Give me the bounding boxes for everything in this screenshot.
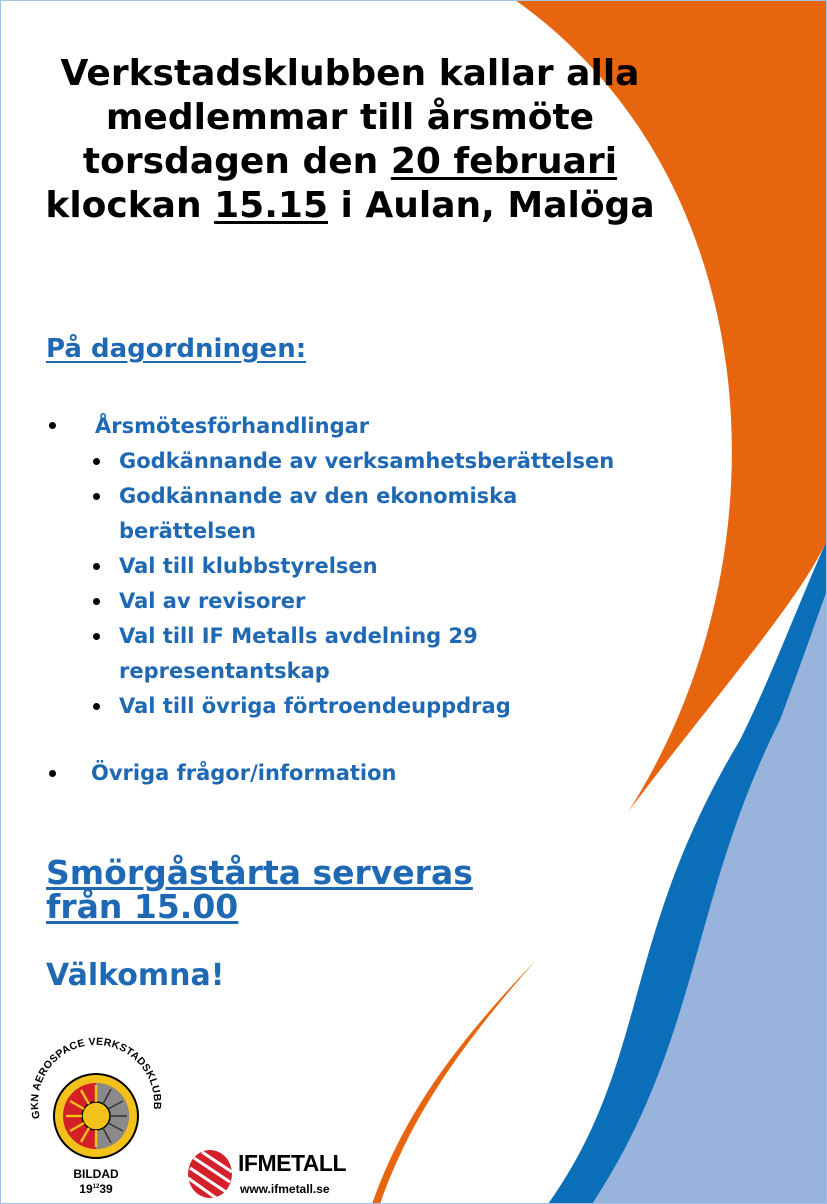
agenda-sub-item bbox=[91, 479, 549, 549]
sub-item-label: Val till övriga förtroendeuppdrag bbox=[119, 694, 511, 718]
agenda-sub-list bbox=[91, 444, 631, 724]
welcome-text: Välkomna! bbox=[46, 958, 225, 993]
headline-line-3 bbox=[0, 140, 700, 184]
sub-item-label: Val av revisorer bbox=[119, 589, 306, 613]
sub-item-label: Godkännande av den ekonomiska berättelsen bbox=[119, 484, 518, 543]
ifmetall-url: www.ifmetall.se bbox=[240, 1182, 330, 1196]
meeting-location: i Aulan, Malöga bbox=[328, 185, 655, 226]
agenda-heading: På dagordningen: bbox=[46, 334, 307, 364]
sub-item-label: Val till IF Metalls avdelning 29 representantskap bbox=[119, 624, 478, 683]
club-emblem bbox=[54, 1074, 138, 1158]
agenda-sub-item bbox=[91, 444, 631, 479]
headline-line-2: medlemmar till årsmöte bbox=[105, 97, 595, 138]
meeting-time: 15.15 bbox=[214, 185, 328, 226]
ifmetall-logo bbox=[186, 1146, 366, 1202]
ifmetall-emblem-icon bbox=[186, 1146, 236, 1202]
headline-date-prefix: torsdagen den bbox=[82, 141, 391, 182]
sub-item-label: Val till klubbstyrelsen bbox=[119, 554, 378, 578]
agenda-item-annual-meeting: Årsmötesförhandlingar bbox=[95, 414, 370, 438]
meeting-headline bbox=[0, 52, 700, 228]
agenda-sub-item bbox=[91, 619, 519, 689]
sub-bullet bbox=[93, 598, 100, 605]
agenda-sub-item bbox=[91, 549, 631, 584]
agenda-item-other-questions: Övriga frågor/information bbox=[91, 761, 397, 785]
club-founded-year: $19^{12}39$ bbox=[79, 1182, 113, 1196]
refreshments-line-2: från 15.00 bbox=[46, 887, 239, 926]
ifmetall-name: IFMETALL bbox=[238, 1150, 346, 1176]
headline-time-prefix: klockan bbox=[45, 185, 215, 226]
sub-bullet bbox=[93, 563, 100, 570]
sub-item-label: Godkännande av verksamhetsberättelsen bbox=[119, 449, 615, 473]
sub-bullet bbox=[93, 493, 100, 500]
agenda-sub-item bbox=[91, 689, 631, 724]
refreshments-notice bbox=[46, 853, 473, 926]
agenda-sub-item bbox=[91, 584, 631, 619]
agenda-bullet bbox=[49, 422, 56, 429]
headline-line-1: Verkstadsklubben kallar alla bbox=[60, 53, 640, 94]
sub-bullet bbox=[93, 703, 100, 710]
agenda-bullet bbox=[49, 770, 56, 777]
refreshments-line-1: Smörgåstårta serveras bbox=[46, 853, 473, 892]
club-founded-label: BILDAD bbox=[73, 1167, 119, 1181]
club-logo bbox=[18, 1028, 168, 1198]
meeting-date: 20 februari bbox=[390, 141, 618, 182]
sub-bullet bbox=[93, 458, 100, 465]
orange-thin-swoosh bbox=[372, 960, 536, 1204]
sub-bullet bbox=[93, 633, 100, 640]
headline-line-4 bbox=[0, 184, 700, 228]
club-logo-ring-text: GKN AEROSPACE VERKSTADSKLUBB bbox=[28, 1035, 164, 1120]
